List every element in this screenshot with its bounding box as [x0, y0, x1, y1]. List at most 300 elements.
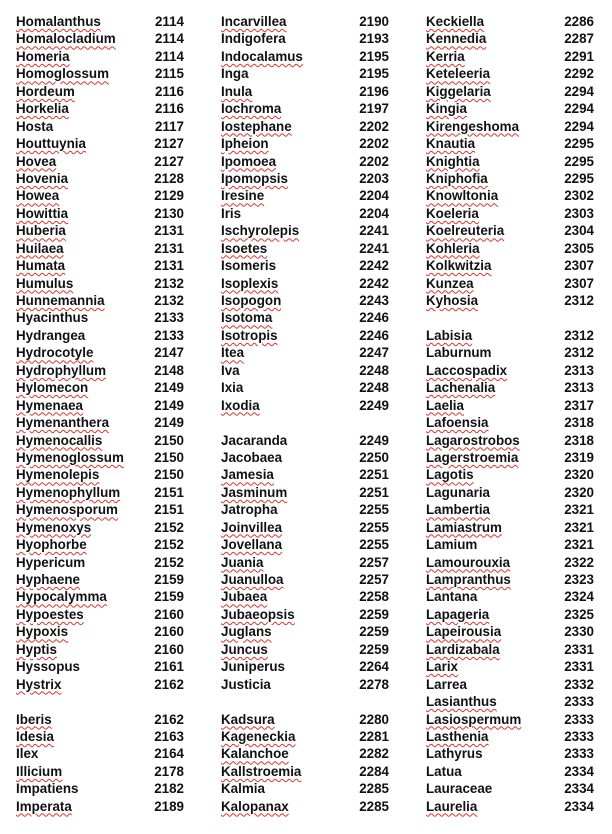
index-entry [221, 623, 391, 640]
genus-name: Ipomoea [221, 153, 277, 169]
page-number: 2251 [359, 484, 389, 500]
page-number: 2294 [564, 83, 594, 99]
genus-name: Hovenia [16, 170, 69, 186]
page-number: 2280 [359, 711, 389, 727]
page-number: 2278 [359, 676, 389, 692]
page-number: 2151 [154, 502, 184, 518]
genus-name: Humulus [16, 275, 74, 291]
genus-name: Kirengeshoma [426, 118, 520, 134]
page-number: 2130 [154, 205, 184, 221]
genus-name: Hymenoxys [16, 519, 92, 535]
page-number: 2150 [154, 449, 184, 465]
index-entry [16, 554, 188, 571]
genus-name: Larrea [426, 676, 467, 692]
genus-name: Howea [16, 188, 60, 204]
index-entry [426, 30, 596, 47]
page-number: 2133 [154, 327, 184, 343]
page-number: 2202 [359, 136, 389, 152]
genus-name: Huberia [16, 223, 66, 239]
index-entry [221, 728, 391, 745]
page-number: 2317 [564, 397, 594, 413]
genus-name: Juncus [221, 641, 268, 657]
index-entry [426, 763, 596, 780]
page-number: 2264 [359, 659, 389, 675]
index-entry [16, 519, 188, 536]
page-number: 2333 [564, 711, 594, 727]
index-entry [426, 588, 596, 605]
page-number: 2285 [359, 798, 389, 814]
index-entry [16, 397, 188, 414]
index-entry [221, 135, 391, 152]
genus-name: Kageneckia [221, 728, 296, 744]
index-entry [16, 658, 188, 675]
index-entry [221, 153, 391, 170]
page-number: 2307 [564, 275, 594, 291]
genus-name: Hymenoglossum [16, 449, 124, 465]
page-number: 2247 [359, 345, 389, 361]
page-number: 2321 [564, 537, 594, 553]
index-entry [221, 309, 391, 326]
genus-name: Hosta [16, 118, 54, 134]
genus-name: Keteleeria [426, 66, 491, 82]
index-column-3 [426, 13, 596, 815]
index-entry [221, 362, 391, 379]
genus-name: Lasthenia [426, 728, 489, 744]
page-number: 2149 [154, 380, 184, 396]
index-entry [221, 676, 391, 693]
genus-name: Hypoxis [16, 624, 69, 640]
page-number: 2332 [564, 676, 594, 692]
genus-name: Hypericum [16, 554, 86, 570]
index-entry [221, 606, 391, 623]
index-entry [221, 449, 391, 466]
index-entry [426, 519, 596, 536]
index-entry [16, 327, 188, 344]
index-entry [221, 187, 391, 204]
index-entry [16, 501, 188, 518]
page-number: 2195 [359, 66, 389, 82]
genus-name: Kingia [426, 101, 467, 117]
genus-name: Lantana [426, 589, 478, 605]
page-number: 2249 [359, 432, 389, 448]
genus-name: Lambertia [426, 502, 490, 518]
index-entry [426, 554, 596, 571]
index-entry [16, 623, 188, 640]
genus-name: Jubaeopsis [221, 606, 295, 622]
index-entry [16, 48, 188, 65]
index-entry [221, 484, 391, 501]
page-number: 2117 [154, 118, 184, 134]
genus-name: Juglans [221, 624, 272, 640]
index-entry [16, 641, 188, 658]
page-number: 2334 [564, 798, 594, 814]
index-column-1 [16, 13, 188, 815]
genus-name: Lamium [426, 537, 478, 553]
genus-name: Illicium [16, 763, 63, 779]
page-number: 2132 [154, 293, 184, 308]
genus-name: Iresine [221, 188, 265, 204]
section-spacer [221, 414, 391, 431]
page-number: 2330 [564, 624, 594, 640]
genus-name: Larix [426, 659, 459, 675]
genus-name: Isoetes [221, 240, 268, 256]
index-entry [426, 379, 596, 396]
page-number: 2313 [564, 380, 594, 396]
genus-name: Kohleria [426, 240, 480, 256]
index-entry [16, 676, 188, 693]
genus-name: Hymenophyllum [16, 484, 121, 500]
index-entry [426, 449, 596, 466]
index-entry [221, 48, 391, 65]
genus-name: Juanulloa [221, 572, 284, 587]
index-entry [426, 13, 596, 30]
index-entry [426, 641, 596, 658]
genus-name: Lagunaria [426, 484, 490, 500]
genus-name: Humata [16, 258, 66, 274]
genus-name: Lapageria [426, 606, 490, 622]
index-entry [221, 763, 391, 780]
index-entry [16, 13, 188, 30]
index-entry [426, 676, 596, 693]
genus-name: Iris [221, 205, 242, 221]
genus-name: Lardizabala [426, 641, 500, 657]
page-number: 2131 [154, 240, 184, 256]
index-entry [426, 536, 596, 553]
page-number: 2258 [359, 589, 389, 605]
index-entry [16, 484, 188, 501]
page-number: 2204 [359, 205, 389, 221]
genus-name: Justicia [221, 676, 271, 692]
page-number: 2242 [359, 275, 389, 291]
genus-name: Isotropis [221, 327, 278, 343]
index-entry [221, 13, 391, 30]
index-entry [426, 711, 596, 728]
index-entry [426, 118, 596, 135]
genus-name: Hyssopus [16, 659, 80, 675]
page-number: 2324 [564, 589, 594, 605]
index-entry [426, 466, 596, 483]
genus-name: Hypocalymma [16, 589, 107, 605]
page-number: 2150 [154, 467, 184, 483]
page-number: 2162 [154, 676, 184, 692]
page-number: 2334 [564, 781, 594, 797]
index-entry [16, 257, 188, 274]
index-entry [426, 501, 596, 518]
index-entry [221, 379, 391, 396]
genus-name: Lapeirousia [426, 624, 502, 640]
genus-name: Imperata [16, 798, 72, 814]
page-number: 2294 [564, 118, 594, 134]
index-entry [16, 711, 188, 728]
genus-name: Knightia [426, 153, 480, 169]
genus-name: Hypoestes [16, 606, 84, 622]
page-number: 2149 [154, 415, 184, 431]
page-number: 2182 [154, 781, 184, 797]
index-entry [426, 571, 596, 588]
genus-name: Hymenocallis [16, 432, 103, 448]
genus-name: Laelia [426, 397, 464, 413]
page-number: 2160 [154, 641, 184, 657]
section-spacer [221, 693, 391, 710]
index-entry [426, 780, 596, 797]
page-number: 2241 [359, 223, 389, 239]
genus-name: Homeria [16, 48, 70, 64]
genus-name: Joinvillea [221, 519, 283, 535]
page-number: 2116 [154, 83, 184, 99]
index-entry [16, 588, 188, 605]
genus-name: Jovellana [221, 537, 283, 553]
index-entry [221, 658, 391, 675]
index-entry [16, 432, 188, 449]
genus-name: Hyophorbe [16, 537, 87, 553]
page-number: 2160 [154, 606, 184, 622]
genus-name: Inga [221, 66, 249, 82]
page-number: 2259 [359, 641, 389, 657]
genus-name: Iberis [16, 711, 52, 727]
genus-name: Hymenaea [16, 397, 83, 413]
index-entry [16, 100, 188, 117]
genus-name: Iostephane [221, 118, 292, 134]
genus-name: Lampranthus [426, 572, 511, 587]
page-number: 2259 [359, 624, 389, 640]
genus-name: Kiggelaria [426, 83, 491, 99]
page-number: 2255 [359, 537, 389, 553]
page-number: 2304 [564, 223, 594, 239]
index-entry [426, 187, 596, 204]
index-entry [221, 118, 391, 135]
page-number: 2333 [564, 746, 594, 762]
page-number: 2131 [154, 223, 184, 239]
page-number: 2116 [154, 101, 184, 117]
index-entry [221, 222, 391, 239]
index-column-2 [221, 13, 391, 815]
page-number: 2196 [359, 83, 389, 99]
page-number: 2318 [564, 432, 594, 448]
page-number: 2202 [359, 118, 389, 134]
page-number: 2333 [564, 694, 594, 710]
page-number: 2291 [564, 48, 594, 64]
genus-name: Isotoma [221, 310, 273, 326]
genus-name: Knautia [426, 136, 476, 152]
index-entry [221, 501, 391, 518]
genus-name: Jatropha [221, 502, 278, 518]
genus-name: Hystrix [16, 676, 62, 692]
genus-name: Iva [221, 362, 240, 378]
page-number: 2312 [564, 293, 594, 308]
page-number: 2321 [564, 502, 594, 518]
index-entry [221, 432, 391, 449]
index-entry [426, 153, 596, 170]
index-entry [16, 344, 188, 361]
genus-name: Jacobaea [221, 449, 283, 465]
index-entry [426, 623, 596, 640]
page-number: 2127 [154, 153, 184, 169]
page-number: 2295 [564, 153, 594, 169]
page-number: 2303 [564, 205, 594, 221]
index-entry [16, 466, 188, 483]
index-entry [16, 571, 188, 588]
page-number: 2287 [564, 31, 594, 47]
index-entry [221, 780, 391, 797]
index-entry [221, 30, 391, 47]
page-number: 2115 [154, 66, 184, 82]
genus-name: Hydrangea [16, 327, 86, 343]
index-entry [426, 432, 596, 449]
index-entry [426, 414, 596, 431]
genus-name: Knowltonia [426, 188, 499, 204]
index-entry [221, 711, 391, 728]
index-entry [221, 745, 391, 762]
genus-name: Horkelia [16, 101, 69, 117]
page-number: 2325 [564, 606, 594, 622]
page-number: 2285 [359, 781, 389, 797]
index-entry [221, 641, 391, 658]
index-entry [426, 798, 596, 815]
genus-name: Indocalamus [221, 48, 303, 64]
index-entry [16, 187, 188, 204]
index-entry [221, 292, 391, 309]
page-number: 2131 [154, 258, 184, 274]
genus-name: Houttuynia [16, 136, 86, 152]
genus-name: Isopogon [221, 293, 282, 308]
page-number: 2295 [564, 136, 594, 152]
index-entry [16, 170, 188, 187]
index-entry [16, 118, 188, 135]
index-entry [16, 83, 188, 100]
page-number: 2189 [154, 798, 184, 814]
page-number: 2255 [359, 519, 389, 535]
genus-name: Koeleria [426, 205, 479, 221]
page-number: 2203 [359, 170, 389, 186]
genus-name: Laccospadix [426, 362, 508, 378]
genus-name: Kalanchoe [221, 746, 289, 762]
index-entry [16, 728, 188, 745]
genus-name: Indigofera [221, 31, 286, 47]
genus-name: Kalmia [221, 781, 265, 797]
genus-name: Jamesia [221, 467, 274, 483]
genus-name: Ipheion [221, 136, 269, 152]
genus-name: Inula [221, 83, 253, 99]
genus-name: Ixia [221, 380, 244, 396]
page-number: 2246 [359, 327, 389, 343]
genus-name: Hyacinthus [16, 310, 89, 326]
page-number: 2128 [154, 170, 184, 186]
genus-name: Hovea [16, 153, 57, 169]
page-number: 2321 [564, 519, 594, 535]
page-number: 2150 [154, 432, 184, 448]
genus-name: Lagerstroemia [426, 449, 519, 465]
index-entry [426, 362, 596, 379]
page-number: 2159 [154, 589, 184, 605]
page-number: 2132 [154, 275, 184, 291]
index-entry [16, 205, 188, 222]
index-entry [16, 379, 188, 396]
genus-name: Ixodia [221, 397, 260, 413]
genus-name: Homoglossum [16, 66, 109, 82]
page-number: 2160 [154, 624, 184, 640]
page-number: 2243 [359, 293, 389, 308]
index-entry [426, 484, 596, 501]
page-number: 2249 [359, 397, 389, 413]
index-entry [221, 240, 391, 257]
genus-name: Juania [221, 554, 264, 570]
index-entry [221, 519, 391, 536]
page-number: 2161 [154, 659, 184, 675]
genus-name: Hyphaene [16, 572, 80, 587]
index-entry [426, 275, 596, 292]
genus-name: Jasminum [221, 484, 288, 500]
index-entry [221, 466, 391, 483]
page-number: 2295 [564, 170, 594, 186]
index-entry [221, 397, 391, 414]
index-entry [16, 414, 188, 431]
index-entry [426, 397, 596, 414]
genus-name: Hyptis [16, 641, 57, 657]
page-number: 2148 [154, 362, 184, 378]
page-number: 2250 [359, 449, 389, 465]
index-entry [426, 344, 596, 361]
genus-name: Kolkwitzia [426, 258, 492, 274]
page-number: 2312 [564, 345, 594, 361]
page-number: 2248 [359, 362, 389, 378]
index-entry [221, 571, 391, 588]
page-number: 2147 [154, 345, 184, 361]
page-number: 2152 [154, 519, 184, 535]
genus-name: Keckiella [426, 14, 485, 29]
index-entry [221, 588, 391, 605]
index-entry [426, 257, 596, 274]
genus-name: Homalocladium [16, 31, 116, 47]
page-number: 2114 [154, 14, 184, 29]
index-entry [426, 100, 596, 117]
page-number: 2307 [564, 258, 594, 274]
page-number: 2286 [564, 14, 594, 29]
index-entry [426, 658, 596, 675]
index-entry [16, 292, 188, 309]
index-entry [16, 275, 188, 292]
genus-name: Lauraceae [426, 781, 493, 797]
index-entry [221, 83, 391, 100]
genus-name: Kerria [426, 48, 465, 64]
index-entry [16, 362, 188, 379]
genus-name: Huilaea [16, 240, 64, 256]
genus-name: Jubaea [221, 589, 268, 605]
page-number: 2281 [359, 728, 389, 744]
index-entry [221, 65, 391, 82]
page-number: 2320 [564, 467, 594, 483]
page-number: 2246 [359, 310, 389, 326]
page-number: 2149 [154, 397, 184, 413]
genus-name: Hymenolepis [16, 467, 100, 483]
genus-name: Hylomecon [16, 380, 89, 396]
index-entry [16, 153, 188, 170]
index-entry [16, 745, 188, 762]
genus-name: Juniperus [221, 659, 285, 675]
index-entry [221, 100, 391, 117]
genus-name: Laurelia [426, 798, 478, 814]
page-number: 2242 [359, 258, 389, 274]
index-entry [426, 222, 596, 239]
genus-name: Kadsura [221, 711, 275, 727]
index-entry [221, 554, 391, 571]
page-number: 2204 [359, 188, 389, 204]
genus-name: Kniphofia [426, 170, 488, 186]
genus-name: Hymenosporum [16, 502, 118, 518]
page-number: 2152 [154, 537, 184, 553]
page-number: 2257 [359, 554, 389, 570]
index-entry [221, 257, 391, 274]
genus-name: Hydrocotyle [16, 345, 94, 361]
